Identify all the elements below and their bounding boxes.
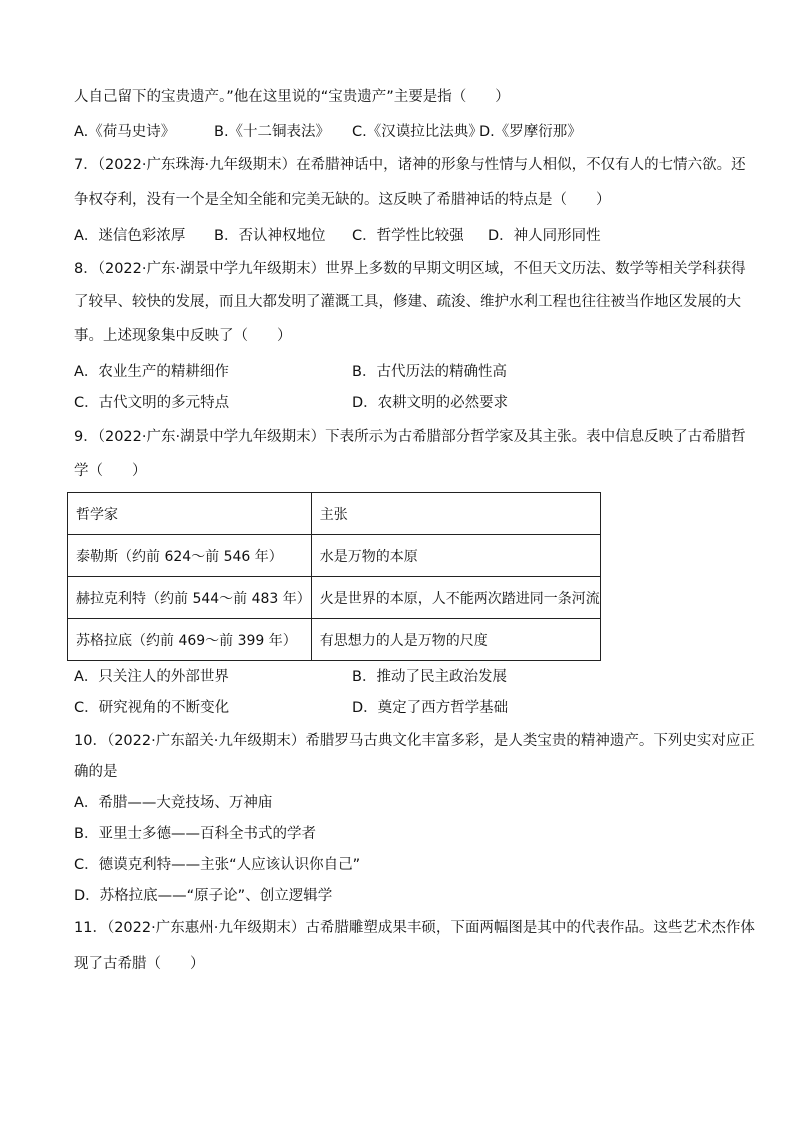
q6-option-a[interactable]: A.《荷马史诗》 [74, 124, 176, 140]
q8-stem-line-1: 8．（2022·广东·湖景中学九年级期末）世界上多数的早期文明区域，不但天文历法、数学等相关学科获得 [74, 261, 746, 277]
q7-stem-line-1: 7．（2022·广东珠海·九年级期末）在希腊神话中，诸神的形象与性情与人相似，不仅有人的七情六欲。还 [74, 157, 746, 173]
q9-stem-line-1: 9．（2022·广东·湖景中学九年级期末）下表所示为古希腊部分哲学家及其主张。表中信息反映了古希腊哲 [74, 429, 746, 445]
q8-stem-line-2: 了较早、较快的发展，而且大都发明了灌溉工具，修建、疏浚、维护水利工程也往往被当作地区发展的大 [74, 294, 741, 310]
q7-options [74, 226, 734, 246]
q10-option-b[interactable]: B．亚里士多德——百科全书式的学者 [74, 826, 316, 842]
philosopher-table [67, 492, 601, 661]
q9-stem-line-2: 学（ ） [74, 463, 147, 479]
q7-stem-line-2: 争权夺利，没有一个是全知全能和完美无缺的。这反映了希腊神话的特点是（ ） [74, 192, 611, 208]
q10-option-d[interactable]: D．苏格拉底——“原子论”、创立逻辑学 [74, 888, 333, 904]
q8-option-c[interactable]: C．古代文明的多元特点 [74, 395, 230, 411]
table-header-cell: 主张 [311, 493, 600, 535]
table-cell: 水是万物的本原 [311, 535, 600, 577]
q6-option-c[interactable]: C.《汉谟拉比法典》 [352, 124, 483, 140]
q9-option-c[interactable]: C．研究视角的不断变化 [74, 700, 230, 716]
q8-option-b[interactable]: B．古代历法的精确性高 [352, 364, 507, 380]
q7-option-a[interactable]: A．迷信色彩浓厚 [74, 228, 186, 244]
table-cell: 苏格拉底（约前 469～前 399 年） [68, 619, 312, 661]
q8-options-row-1 [74, 362, 734, 382]
q9-options-row-1 [74, 667, 734, 687]
table-row [68, 535, 601, 577]
table-header-cell: 哲学家 [68, 493, 312, 535]
q10-option-a[interactable]: A．希腊——大竞技场、万神庙 [74, 795, 273, 811]
q6-option-b[interactable]: B.《十二铜表法》 [214, 124, 331, 140]
q10-stem-line-2: 确的是 [74, 764, 118, 780]
table-cell: 有思想力的人是万物的尺度 [311, 619, 600, 661]
q9-option-b[interactable]: B．推动了民主政治发展 [352, 669, 507, 685]
q10-option-c[interactable]: C．德谟克利特——主张“人应该认识你自己” [74, 857, 361, 873]
q9-option-d[interactable]: D．奠定了西方哲学基础 [352, 700, 509, 716]
q7-option-d[interactable]: D．神人同形同性 [488, 228, 601, 244]
q10-stem-line-1: 10．（2022·广东韶关·九年级期末）希腊罗马古典文化丰富多彩，是人类宝贵的精神遗产。下列史实对应正 [74, 733, 755, 749]
table-cell: 泰勒斯（约前 624～前 546 年） [68, 535, 312, 577]
q8-stem-line-3: 事。上述现象集中反映了（ ） [74, 328, 292, 344]
q8-option-a[interactable]: A．农业生产的精耕细作 [74, 364, 229, 380]
table-cell: 赫拉克利特（约前 544～前 483 年） [68, 577, 312, 619]
table-row [68, 577, 601, 619]
table-header-row [68, 493, 601, 535]
q7-option-b[interactable]: B．否认神权地位 [214, 228, 326, 244]
q6-options [74, 122, 734, 142]
q6-option-d[interactable]: D.《罗摩衍那》 [479, 124, 582, 140]
q7-option-c[interactable]: C．哲学性比较强 [352, 228, 464, 244]
table-row [68, 619, 601, 661]
q9-option-a[interactable]: A．只关注人的外部世界 [74, 669, 229, 685]
q8-option-d[interactable]: D．农耕文明的必然要求 [352, 395, 509, 411]
table-cell: 火是世界的本原，人不能两次踏进同一条河流 [311, 577, 600, 619]
q8-options-row-2 [74, 393, 734, 413]
q6-stem-tail: 人自己留下的宝贵遗产。”他在这里说的“宝贵遗产”主要是指（ ） [74, 89, 510, 105]
q11-stem-line-1: 11．（2022·广东惠州·九年级期末）古希腊雕塑成果丰硕，下面两幅图是其中的代表作品。这些艺术杰作体 [74, 920, 755, 936]
q9-options-row-2 [74, 698, 734, 718]
q11-stem-line-2: 现了古希腊（ ） [74, 956, 205, 972]
